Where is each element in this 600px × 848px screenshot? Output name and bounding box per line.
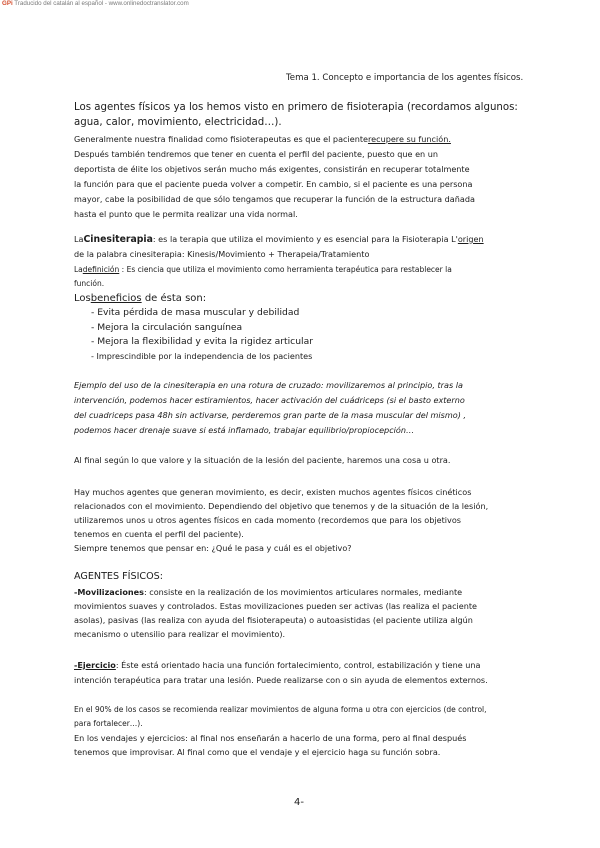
intro-line-1 — [74, 134, 451, 144]
closing-line-3: En los vendajes y ejercicios: al final nos enseñarán a hacerlo de una forma, pero al final después — [74, 733, 467, 743]
movilizaciones-line-1 — [74, 587, 462, 597]
closing-line-4: tenemos que improvisar. Al final como que el vendaje y el ejercicio haga su función sobra. — [74, 747, 441, 757]
movilizaciones-line-2: movimientos suaves y controlados. Estas movilizaciones pueden ser activas (las realiza el paciente — [74, 601, 478, 611]
closing-line-2: para fortalecer…). — [74, 719, 143, 728]
ejercicio-line-2: intención terapéutica para tratar una lesión. Puede realizarse con o sin ayuda de elementos externos. — [74, 675, 488, 685]
intro-lead-line-2: agua, calor, movimiento, electricidad…). — [74, 117, 282, 128]
definicion-word: definición — [82, 265, 120, 274]
intro-line-6: hasta el punto que le permita realizar una vida normal. — [74, 209, 298, 219]
cinesi-rest: : es la terapia que utiliza el movimiento y es esencial para la Fisioterapia L' — [152, 234, 458, 244]
translator-watermark — [2, 0, 189, 7]
movilizaciones-line-4: mecanismo o utensilio para realizar el movimiento). — [74, 629, 286, 639]
intro-line-2: Después también tendremos que tener en cuenta el perfil del paciente, puesto que en un — [74, 149, 439, 159]
benefit-item: - Mejora la circulación sanguínea — [91, 322, 243, 333]
cinesiterapia-term: Cinesiterapia — [83, 234, 153, 245]
definicion-line-2: función. — [74, 279, 105, 288]
agents-line-5: Siempre tenemos que pensar en: ¿Qué le pasa y cuál es el objetivo? — [74, 543, 352, 553]
beneficios-heading — [74, 293, 206, 304]
cinesiterapia-line-2: de la palabra cinesiterapia: Kinesis/Movimiento + Therapeia/Tratamiento — [74, 249, 370, 259]
movilizaciones-term: -Movilizaciones — [74, 587, 144, 597]
intro-lead-line-1: Los agentes físicos ya los hemos visto en primero de fisioterapia (recordamos algunos: — [74, 102, 518, 113]
intro-line-5: mayor, cabe la posibilidad de que sólo tengamos que recuperar la función de la estructura dañada — [74, 194, 475, 204]
benefit-item: - Imprescindible por la independencia de los pacientes — [91, 351, 313, 361]
origen-word: origen — [457, 234, 484, 244]
benefit-item: - Mejora la flexibilidad y evita la rigidez articular — [91, 336, 313, 347]
def-la: La — [74, 265, 83, 274]
ejercicio-line-1 — [74, 660, 480, 670]
intro-line-4: la función para que el paciente pueda volver a competir. En cambio, si el paciente es una persona — [74, 179, 473, 189]
ej-l1: : Éste está orientado hacia una función fortalecimiento, control, estabilización y tiene una — [115, 660, 481, 670]
movilizaciones-line-3: asolas), pasivas (las realiza con ayuda del fisioterapeuta) o autoasistidas (el paciente utiliza algún — [74, 615, 473, 625]
agents-line-1: Hay muchos agentes que generan movimiento, es decir, existen muchos agentes físicos cinéticos — [74, 487, 472, 497]
ejercicio-term: -Ejercicio — [74, 660, 116, 670]
example-line-2: intervención, podemos hacer estiramientos, hacer activación del cuádriceps (si el basto externo — [74, 395, 465, 405]
recupere-link: recupere su función. — [367, 134, 451, 144]
cinesiterapia-line-1 — [74, 234, 484, 245]
cinesi-la: La — [74, 234, 84, 244]
intro-line-3: deportista de élite los objetivos serán mucho más exigentes, consistirán en recuperar totalmente — [74, 164, 470, 174]
ben-los: Los — [74, 293, 91, 304]
benefit-item: - Evita pérdida de masa muscular y debilidad — [91, 307, 300, 318]
watermark-text: Traducido del catalán al español - www.onlinedoctranslator.com — [14, 0, 189, 7]
ben-rest: de ésta son: — [141, 293, 207, 304]
page-header: Tema 1. Concepto e importancia de los agentes físicos. — [286, 73, 524, 83]
example-line-1: Ejemplo del uso de la cinesiterapia en una rotura de cruzado: movilizaremos al principio, tras la — [74, 380, 463, 390]
final-line: Al final según lo que valore y la situación de la lesión del paciente, haremos una cosa u otra. — [74, 455, 451, 465]
agentes-heading: AGENTES FÍSICOS: — [74, 571, 163, 582]
agents-line-2: relacionados con el movimiento. Dependiendo del objetivo que tenemos y de la situación de la lesión, — [74, 501, 489, 511]
agents-line-4: tenemos en cuenta el perfil del paciente). — [74, 529, 244, 539]
def-rest: : Es ciencia que utiliza el movimiento como herramienta terapéutica para restablecer la — [119, 265, 452, 274]
definicion-line-1 — [74, 265, 452, 274]
intro-line-1-text: Generalmente nuestra finalidad como fisioterapeutas es que el paciente — [74, 134, 368, 144]
beneficios-word: beneficios — [90, 293, 142, 304]
example-line-4: podemos hacer drenaje suave si está inflamado, trabajar equilibrio/propiocepción… — [74, 425, 415, 435]
example-line-3: del cuadriceps pasa 48h sin activarse, perderemos gran parte de la masa muscular del mismo) , — [74, 410, 467, 420]
translator-logo: GPi — [2, 0, 13, 7]
agents-line-3: utilizaremos unos u otros agentes físicos en cada momento (recordemos que para los objetivos — [74, 515, 462, 525]
mov-l1: : consiste en la realización de los movimientos articulares normales, mediante — [143, 587, 463, 597]
closing-line-1: En el 90% de los casos se recomienda realizar movimientos de alguna forma u otra con ejercicios (de control, — [74, 705, 487, 714]
page-number: 4- — [294, 797, 304, 808]
